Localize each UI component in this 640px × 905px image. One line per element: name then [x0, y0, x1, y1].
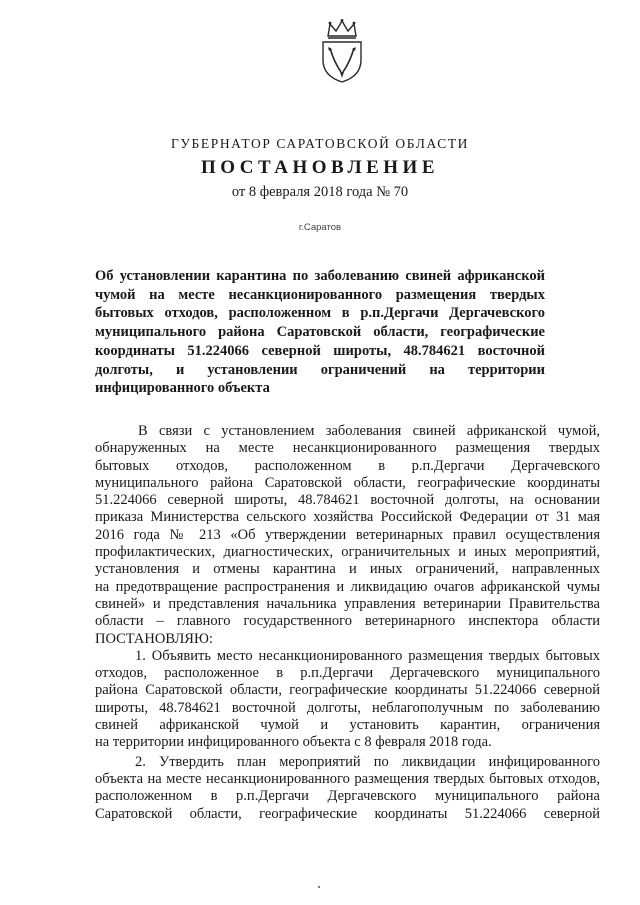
- title-line: инфицированного объекта: [95, 380, 270, 397]
- body-line: свиней» и представления начальника управления ветеринарии Правительства: [95, 595, 600, 612]
- body-line: муниципального района Саратовской области, географические координаты: [95, 474, 600, 491]
- document-date-number: от 8 февраля 2018 года № 70: [231, 184, 409, 200]
- scan-dot: [318, 886, 320, 888]
- title-line: муниципального района Саратовской области, географические: [95, 324, 545, 341]
- title-line: долготы, и установлении ограничений на территории: [95, 361, 545, 378]
- document-title: [95, 267, 545, 398]
- body-line: широты, 48.784621 восточной долготы, неблагополучным по заболеванию: [95, 699, 600, 716]
- document-city: г.Саратов: [298, 222, 342, 233]
- body-line: В связи с установлением заболевания свиней африканской чумой,: [138, 423, 600, 439]
- body-line: области – главного государственного ветеринарного инспектора области: [95, 613, 600, 630]
- title-line: координаты 51.224066 северной широты, 48.784621 восточной: [95, 342, 545, 359]
- body-line: объекта на месте несанкционированного размещения твердых бытовых отходов,: [95, 770, 600, 787]
- title-line: бытовых отходов, расположенном в р.п.Дергачи Дергачевского: [95, 305, 545, 322]
- body-line: на предотвращение распространения и ликвидацию очагов африканской чумы: [95, 578, 600, 595]
- coat-of-arms-icon: [318, 18, 366, 84]
- body-line: бытовых отходов, расположенном в р.п.Дергачи Дергачевского: [95, 457, 600, 474]
- body-line: обнаруженных на месте несанкционированного размещения твердых: [95, 440, 600, 457]
- body-line: свиней африканской чумой и установить карантин, ограничения: [95, 717, 600, 734]
- body-line: 2. Утвердить план мероприятий по ликвидации инфицированного: [135, 753, 600, 770]
- document-body: [95, 423, 600, 823]
- issuing-authority: ГУБЕРНАТОР САРАТОВСКОЙ ОБЛАСТИ: [170, 136, 470, 151]
- body-line: 1. Объявить место несанкционированного размещения твердых бытовых: [135, 647, 600, 664]
- body-line: Саратовской области, географические координаты 51.224066 северной: [95, 805, 600, 822]
- body-line: профилактических, диагностических, ограничительных и иных мероприятий,: [95, 544, 600, 561]
- body-line: района Саратовской области, географические координаты 51.224066 северной: [95, 682, 600, 699]
- body-line: 51.224066 северной широты, 48.784621 восточной долготы, на основании: [95, 492, 600, 509]
- body-line: 2016 года № 213 «Об утверждении ветеринарных правил осуществления: [95, 526, 600, 543]
- body-line: расположенном в р.п.Дергачи Дергачевского муниципального района: [95, 788, 600, 805]
- body-line: ПОСТАНОВЛЯЮ:: [95, 630, 213, 647]
- body-line: на территории инфицированного объекта с 8 февраля 2018 года.: [95, 734, 492, 751]
- document-type: ПОСТАНОВЛЕНИЕ: [200, 157, 440, 178]
- body-line: приказа Министерства сельского хозяйства Российской Федерации от 31 мая: [95, 509, 600, 526]
- body-line: установления и отмены карантина и иных ограничений, направленных: [95, 561, 600, 578]
- title-line: чумой на месте несанкционированного размещения твердых: [95, 286, 545, 303]
- title-line: Об установлении карантина по заболеванию свиней африканской: [95, 268, 545, 284]
- body-line: отходов, расположенное в р.п.Дергачи Дергачевского муниципального: [95, 665, 600, 682]
